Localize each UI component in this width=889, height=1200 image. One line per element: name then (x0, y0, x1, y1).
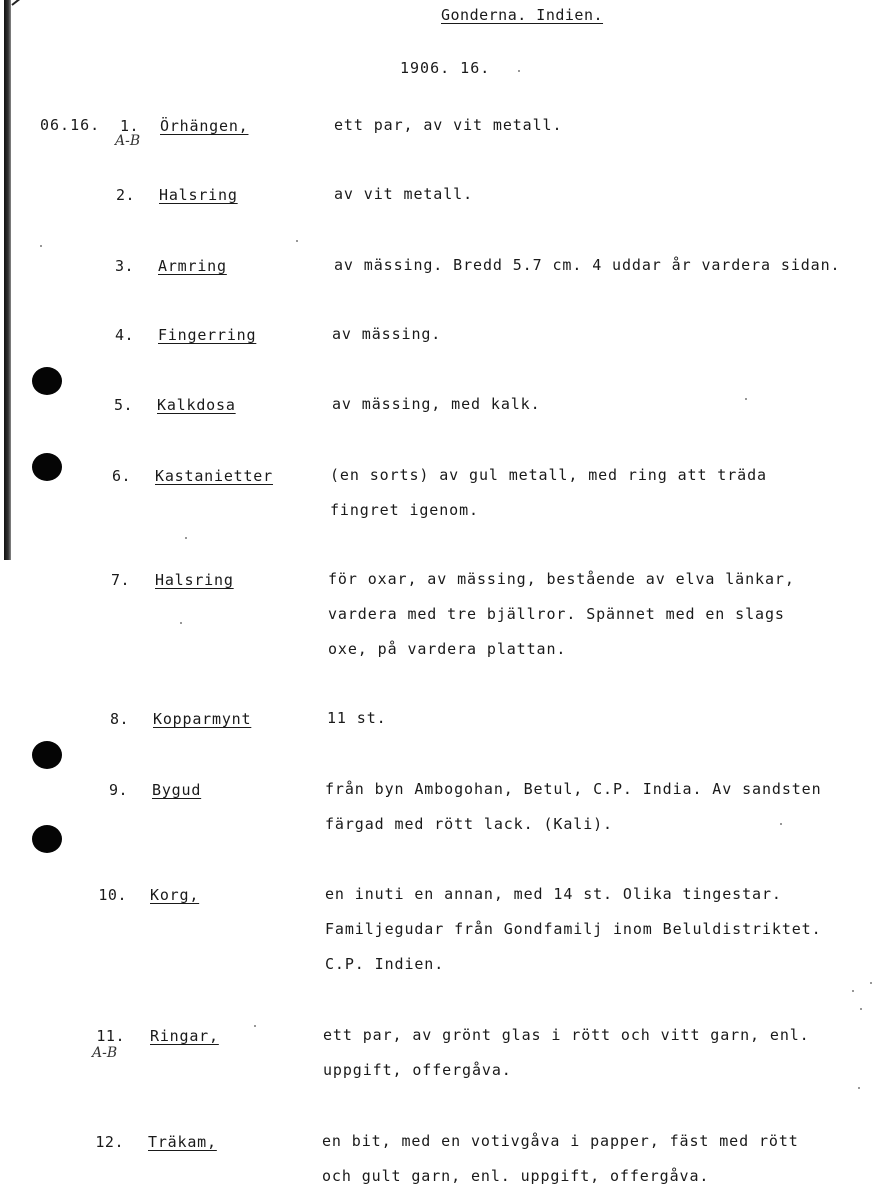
description-line: 11 st. (327, 709, 387, 727)
corner-mark (11, 0, 33, 6)
description-line: uppgift, offergåva. (323, 1061, 512, 1079)
entry-object-name: Kopparmynt (153, 710, 252, 728)
document-title: Gonderna. Indien. (441, 6, 604, 24)
description-line: från byn Ambogohan, Betul, C.P. India. Av sandsten (325, 780, 822, 798)
entry-object-name: Halsring (155, 571, 234, 589)
entry-number: 11. (96, 1027, 125, 1045)
entry-number: 7. (110, 571, 130, 589)
description-line: ett par, av vit metall. (334, 116, 563, 134)
handwritten-note: A-B (115, 133, 141, 149)
description-line: Familjegudar från Gondfamilj inom Beluldistriktet. (325, 920, 822, 938)
entry-description (330, 458, 767, 528)
handwritten-note: A-B (92, 1045, 118, 1061)
entry-number: 1. (119, 117, 139, 135)
entry-object-name: Bygud (152, 781, 202, 799)
entry-object-name: Halsring (159, 186, 238, 204)
entry-number: 9. (108, 781, 128, 799)
description-line: fingret igenom. (330, 501, 479, 519)
entry-object-name: Korg, (150, 886, 200, 904)
punch-hole (32, 367, 62, 395)
description-line: C.P. Indien. (325, 955, 445, 973)
entry-description (334, 248, 840, 283)
entry-object-name: Fingerring (158, 326, 257, 344)
entry-object-name: Träkam, (148, 1133, 217, 1151)
description-line: (en sorts) av gul metall, med ring att träda (330, 466, 767, 484)
description-line: av mässing. Bredd 5.7 cm. 4 uddar år vardera sidan. (334, 256, 841, 274)
entry-description (334, 108, 562, 143)
entry-description (327, 701, 387, 736)
entry-object-name: Örhängen, (160, 117, 249, 135)
entry-number: 2. (115, 186, 135, 204)
entry-description (325, 772, 822, 842)
entry-number: 10. (98, 886, 127, 904)
description-line: en inuti en annan, med 14 st. Olika tingestar. (325, 885, 782, 903)
entry-object-name: Kalkdosa (157, 396, 236, 414)
entry-description (332, 317, 441, 352)
description-line: ett par, av grönt glas i rött och vitt garn, enl. (323, 1026, 810, 1044)
document-year: 1906. 16. (400, 59, 491, 77)
entry-number: 12. (95, 1133, 124, 1151)
entry-description (328, 562, 795, 667)
punch-hole (32, 453, 62, 481)
punch-hole (32, 741, 62, 769)
entry-description (334, 177, 473, 212)
description-line: av vit metall. (334, 185, 474, 203)
entry-description (325, 877, 822, 982)
description-line: färgad med rött lack. (Kali). (325, 815, 613, 833)
entry-object-name: Kastanietter (155, 467, 273, 485)
description-line: av mässing, med kalk. (332, 395, 541, 413)
description-line: oxe, på vardera plattan. (328, 640, 567, 658)
description-line: av mässing. (332, 325, 442, 343)
entry-number: 6. (111, 467, 131, 485)
entry-description (323, 1018, 810, 1088)
description-line: vardera med tre bjällror. Spännet med en slags (328, 605, 785, 623)
entry-description (322, 1124, 799, 1194)
description-line: och gult garn, enl. uppgift, offergåva. (322, 1167, 710, 1185)
description-line: för oxar, av mässing, bestående av elva länkar, (328, 570, 795, 588)
punch-hole (32, 825, 62, 853)
entry-number: 3. (114, 257, 134, 275)
entry-object-name: Armring (158, 257, 227, 275)
accession-number: 06.16. (40, 116, 101, 134)
entry-number: 8. (109, 710, 129, 728)
description-line: en bit, med en votivgåva i papper, fäst med rött (322, 1132, 799, 1150)
entry-description (332, 387, 541, 422)
binder-edge (4, 0, 11, 560)
entry-number: 4. (114, 326, 134, 344)
entry-number: 5. (113, 396, 133, 414)
entry-object-name: Ringar, (150, 1027, 219, 1045)
